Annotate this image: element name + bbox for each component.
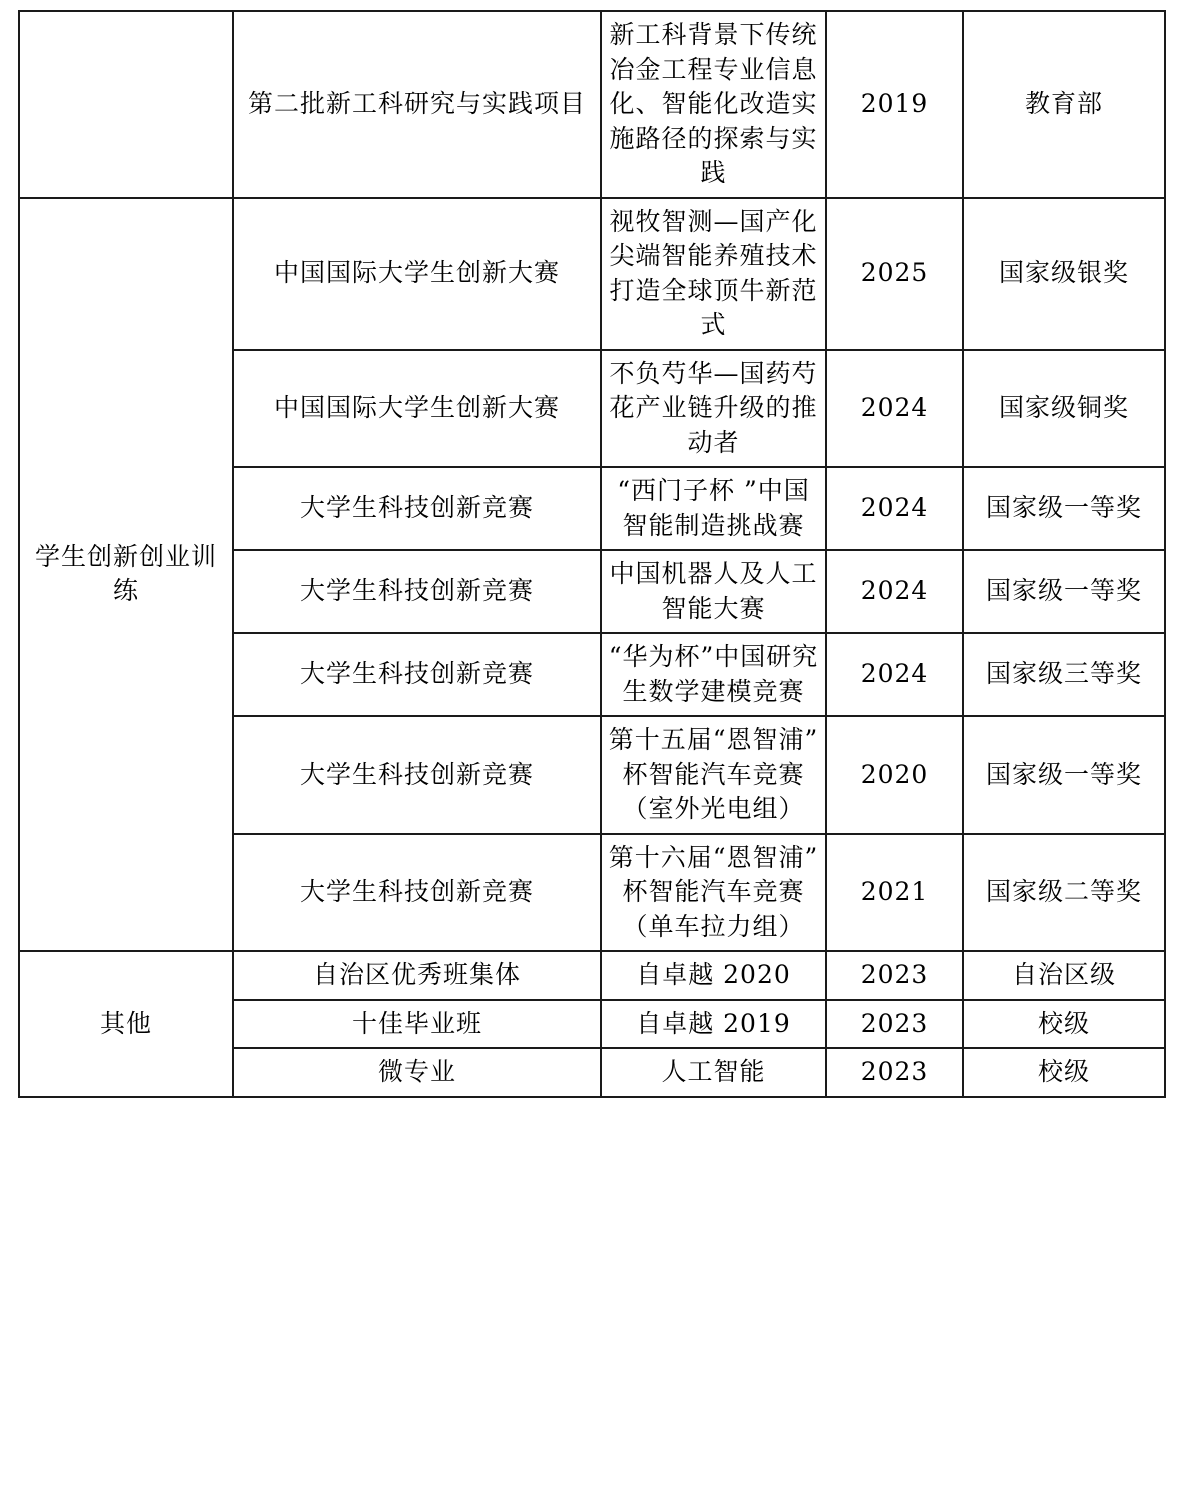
cell-project: 第十六届“恩智浦”杯智能汽车竞赛（单车拉力组） [601,834,826,952]
cell-name: 大学生科技创新竞赛 [233,467,601,550]
cell-project: 中国机器人及人工智能大赛 [601,550,826,633]
cell-level: 国家级铜奖 [963,350,1165,468]
cell-category: 其他 [19,951,233,1097]
table-row [19,951,1165,1000]
cell-name: 自治区优秀班集体 [233,951,601,1000]
cell-name: 中国国际大学生创新大赛 [233,198,601,350]
cell-level: 教育部 [963,11,1165,198]
cell-name: 十佳毕业班 [233,1000,601,1049]
cell-year: 2019 [826,11,963,198]
cell-project: “华为杯”中国研究生数学建模竞赛 [601,633,826,716]
cell-project: 新工科背景下传统冶金工程专业信息化、智能化改造实施路径的探索与实践 [601,11,826,198]
cell-year: 2024 [826,350,963,468]
table-row [19,11,1165,198]
cell-category [19,11,233,198]
cell-project: 视牧智测—国产化尖端智能养殖技术打造全球顶牛新范式 [601,198,826,350]
cell-level: 国家级一等奖 [963,716,1165,834]
cell-category: 学生创新创业训练 [19,198,233,952]
cell-year: 2023 [826,1048,963,1097]
cell-year: 2023 [826,1000,963,1049]
cell-level: 国家级二等奖 [963,834,1165,952]
cell-project: “西门子杯 ”中国智能制造挑战赛 [601,467,826,550]
cell-name: 中国国际大学生创新大赛 [233,350,601,468]
cell-level: 国家级银奖 [963,198,1165,350]
cell-year: 2025 [826,198,963,350]
cell-level: 国家级三等奖 [963,633,1165,716]
cell-project: 自卓越 2019 [601,1000,826,1049]
cell-project: 自卓越 2020 [601,951,826,1000]
cell-name: 大学生科技创新竞赛 [233,633,601,716]
cell-name: 大学生科技创新竞赛 [233,716,601,834]
cell-project: 不负芍华—国药芍花产业链升级的推动者 [601,350,826,468]
cell-year: 2024 [826,633,963,716]
cell-year: 2020 [826,716,963,834]
cell-project: 第十五届“恩智浦”杯智能汽车竞赛（室外光电组） [601,716,826,834]
cell-year: 2024 [826,550,963,633]
cell-year: 2023 [826,951,963,1000]
cell-level: 校级 [963,1000,1165,1049]
cell-level: 国家级一等奖 [963,467,1165,550]
cell-name: 微专业 [233,1048,601,1097]
cell-level: 自治区级 [963,951,1165,1000]
cell-level: 校级 [963,1048,1165,1097]
cell-name: 大学生科技创新竞赛 [233,550,601,633]
cell-name: 大学生科技创新竞赛 [233,834,601,952]
cell-year: 2021 [826,834,963,952]
cell-level: 国家级一等奖 [963,550,1165,633]
achievement-table [18,10,1166,1098]
cell-name: 第二批新工科研究与实践项目 [233,11,601,198]
cell-year: 2024 [826,467,963,550]
cell-project: 人工智能 [601,1048,826,1097]
table-row [19,198,1165,350]
